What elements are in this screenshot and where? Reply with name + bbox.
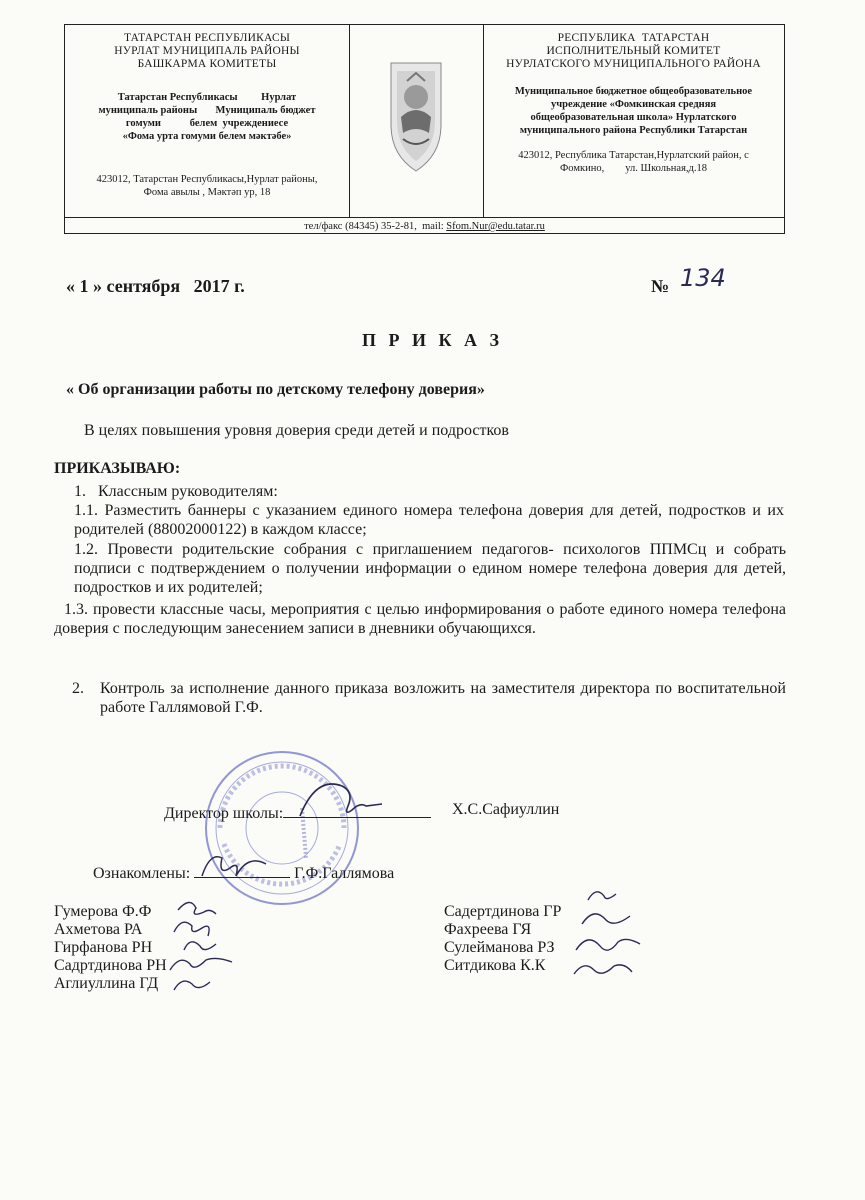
staff-name: Гумерова Ф.Ф bbox=[54, 903, 152, 920]
letterhead-russian-block bbox=[483, 25, 784, 217]
order-item-1: 1. Классным руководителям: bbox=[74, 483, 278, 500]
tatar-org-line-1: ТАТАРСТАН РЕСПУБЛИКАСЫ bbox=[123, 32, 291, 44]
ru-inst-line-3: общеобразовательная школа» Нурлатского bbox=[530, 112, 737, 123]
order-item-1-3: 1.3. провести классные часы, мероприятия с целью информирования о работе единого номера телефона доверия с последующим занесением записи в дневники обучающихся. bbox=[54, 601, 786, 637]
staff-name: Сулейманова РЗ bbox=[444, 939, 555, 956]
staff-signatures-left bbox=[160, 892, 240, 998]
director-name: Х.С.Сафиуллин bbox=[452, 801, 560, 818]
staff-name: Ахметова РА bbox=[54, 921, 143, 938]
staff-name: Аглиуллина ГД bbox=[54, 975, 159, 992]
ru-org-line-1: РЕСПУБЛИКА ТАТАРСТАН bbox=[557, 32, 710, 44]
staff-signatures-right bbox=[566, 882, 646, 988]
tatar-inst-line-1: Татарстан Республикасы Нурлат bbox=[117, 92, 297, 103]
order-date: « 1 » сентября 2017 г. bbox=[66, 276, 245, 296]
ru-org-line-3: НУРЛАТСКОГО МУНИЦИПАЛЬНОГО РАЙОНА bbox=[506, 58, 761, 70]
gallyamova-signature bbox=[196, 846, 276, 886]
order-intro: В целях повышения уровня доверия среди детей и подростков bbox=[84, 422, 509, 439]
ru-inst-line-2: учреждение «Фомкинская средняя bbox=[550, 99, 717, 110]
staff-name: Гирфанова РН bbox=[54, 939, 153, 956]
orders-heading: ПРИКАЗЫВАЮ: bbox=[54, 460, 181, 477]
contacts-email-link[interactable]: Sfom.Nur@edu.tatar.ru bbox=[446, 221, 545, 232]
staff-list-right bbox=[444, 903, 561, 975]
staff-list-left bbox=[54, 903, 167, 993]
tatar-inst-line-3: гомуми белем учреждениесе bbox=[125, 118, 289, 129]
tatar-inst-line-2: муниципаль районы Муниципаль бюджет bbox=[98, 105, 316, 116]
order-item-2-number: 2. bbox=[72, 680, 84, 697]
ru-inst-line-4: муниципального района Республики Татарстан bbox=[519, 125, 748, 136]
ru-addr-line-1: 423012, Республика Татарстан,Нурлатский район, с bbox=[518, 150, 749, 161]
order-item-1-1: 1.1. Разместить баннеры с указанием единого номера телефона доверия для детей, подростков и их родителей (88002000122) в каждом классе; bbox=[74, 502, 784, 538]
order-item-1-2: 1.2. Провести родительские собрания с приглашением педагогов- психологов ППМСц и собрать подписи с подтверждением о получении информации о едином номере телефона доверия для детей, подростков и их родителей; bbox=[74, 541, 786, 596]
order-number-handwritten: 134 bbox=[680, 264, 726, 292]
director-signature bbox=[296, 776, 386, 820]
ru-addr-line-2: Фомкино, ул. Школьная,д.18 bbox=[560, 163, 707, 174]
tatar-org-line-3: БАШКАРМА КОМИТЕТЫ bbox=[137, 58, 277, 70]
order-number-label: № bbox=[651, 276, 670, 296]
ru-inst-line-1: Муниципальное бюджетное общеобразовательное bbox=[514, 86, 753, 97]
director-label: Директор школы: bbox=[164, 805, 284, 822]
staff-name: Садертдинова ГР bbox=[444, 903, 562, 920]
letterhead-contacts bbox=[65, 217, 784, 235]
coat-of-arms-cell bbox=[349, 25, 484, 217]
letterhead-tatar-block bbox=[65, 25, 350, 217]
staff-name: Фахреева ГЯ bbox=[444, 921, 532, 938]
staff-name: Садртдинова РН bbox=[54, 957, 167, 974]
tatar-inst-line-4: «Фома урта гомуми белем мәктәбе» bbox=[122, 131, 292, 142]
letterhead bbox=[64, 24, 785, 234]
acquainted-name: Г.Ф.Галлямова bbox=[294, 865, 395, 882]
acquainted-label: Ознакомлены: bbox=[93, 865, 191, 882]
tatar-org-line-2: НУРЛАТ МУНИЦИПАЛЬ РАЙОНЫ bbox=[114, 45, 300, 57]
order-item-2: Контроль за исполнение данного приказа возложить на заместителя директора по воспитательной работе Галлямовой Г.Ф. bbox=[100, 680, 786, 716]
contacts-phone: тел/факс (84345) 35-2-81, mail: bbox=[304, 221, 447, 232]
coat-of-arms-emblem bbox=[385, 55, 447, 175]
document-title: П Р И К А З bbox=[361, 330, 504, 350]
tatar-addr-line-1: 423012, Татарстан Республикасы,Нурлат районы, bbox=[96, 174, 318, 185]
order-subject: « Об организации работы по детскому телефону доверия» bbox=[66, 381, 485, 398]
tatar-addr-line-2: Фома авылы , Мәктәп ур, 18 bbox=[143, 187, 271, 198]
staff-name: Ситдикова К.К bbox=[444, 957, 546, 974]
ru-org-line-2: ИСПОЛНИТЕЛЬНЫЙ КОМИТЕТ bbox=[546, 45, 721, 57]
